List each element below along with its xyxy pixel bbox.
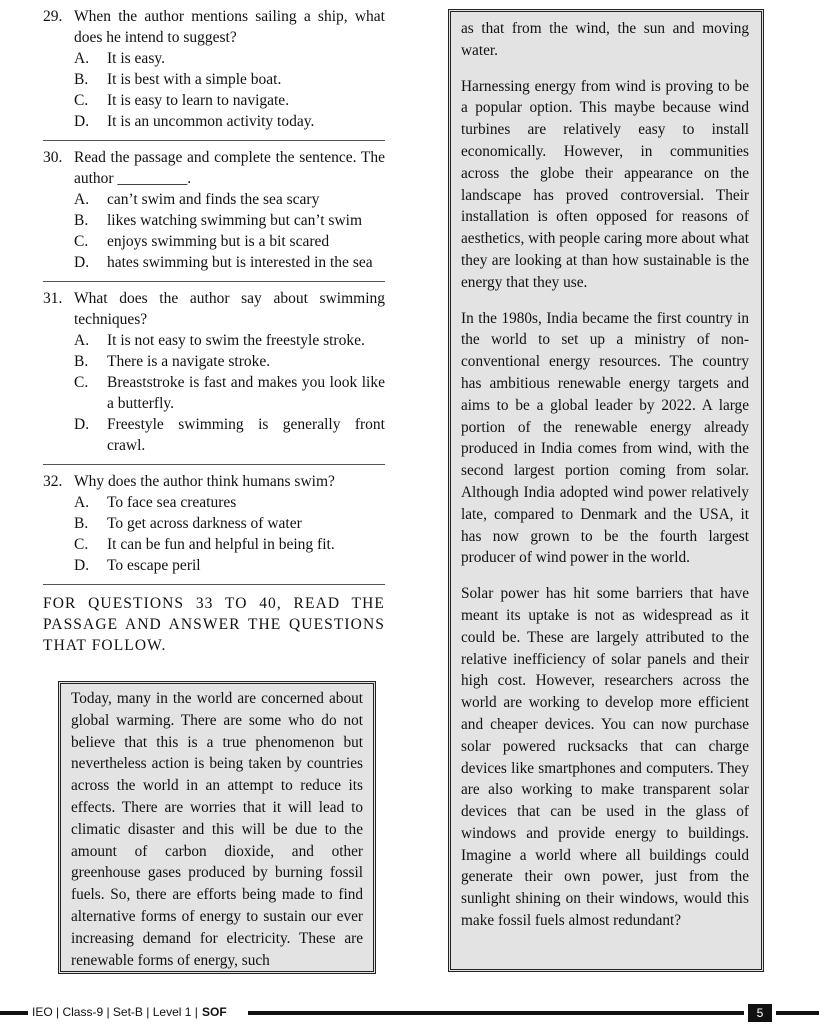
option-letter: A. xyxy=(74,191,90,208)
option-letter: B. xyxy=(74,71,89,88)
option xyxy=(43,90,385,111)
option-text: It is not easy to swim the freestyle stroke. xyxy=(107,332,365,349)
footer-rule-right xyxy=(248,1011,744,1015)
option xyxy=(43,513,385,534)
page-footer xyxy=(0,1002,819,1024)
question-number: 31. xyxy=(43,290,63,307)
option-letter: B. xyxy=(74,353,89,370)
question-30 xyxy=(43,140,385,281)
question-32 xyxy=(43,464,385,584)
question-text: Why does the author think humans swim? xyxy=(74,473,335,490)
option-letter: D. xyxy=(74,254,90,271)
passage-paragraph: In the 1980s, India became the first country in the world to set up a ministry of non-conventional energy resources. The country has ambitious renewable energy targets and aims to be a global leader by 2022. A large portion of the renewable energy already produced in India comes from wind, with the second largest portion coming from solar. Although India adopted wind power relatively late, compared to Denmark and the USA, it has now grown to be the fourth largest producer of wind power in the world. xyxy=(461,309,749,567)
option-letter: A. xyxy=(74,332,90,349)
option xyxy=(43,414,385,456)
option xyxy=(43,210,385,231)
option xyxy=(43,231,385,252)
option-text: To escape peril xyxy=(107,557,201,574)
option-letter: B. xyxy=(74,212,89,229)
page-number: 5 xyxy=(748,1004,772,1022)
option-letter: D. xyxy=(74,557,90,574)
option-text: It is easy to learn to navigate. xyxy=(107,92,290,109)
option-letter: A. xyxy=(74,494,90,511)
option-text: It is easy. xyxy=(107,50,165,67)
question-number: 30. xyxy=(43,149,63,166)
option xyxy=(43,48,385,69)
option-text: It can be fun and helpful in being fit. xyxy=(107,536,335,553)
option xyxy=(43,351,385,372)
question-31 xyxy=(43,281,385,464)
sof-logo-text: SOF xyxy=(202,1005,227,1018)
passage-box-part-1 xyxy=(58,681,376,974)
option xyxy=(43,534,385,555)
option-text: Freestyle swimming is generally front crawl. xyxy=(107,416,385,454)
option-letter: C. xyxy=(74,374,89,391)
option xyxy=(43,555,385,576)
option-text: To face sea creatures xyxy=(107,494,237,511)
footer-rule-end xyxy=(776,1011,819,1015)
question-number: 32. xyxy=(43,473,63,490)
option-letter: C. xyxy=(74,233,89,250)
footer-label xyxy=(32,1004,235,1019)
passage-paragraph: Solar power has hit some barriers that have meant its uptake is not as widespread as it could be. These are largely attributed to the relative inefficiency of solar panels and their high cost. However, researchers across the world are working to develop more efficient and cheaper devices. You can now purchase solar powered rucksacks that can charge devices like smartphones and computers. They are also working to make transparent solar devices that can be used in the glass of windows and provide energy to buildings. Imagine a world where all buildings could generate their own power, just from the sunlight shining on their windows, would this make fossil fuels almost redundant? xyxy=(461,585,749,930)
option xyxy=(43,492,385,513)
option-text: Breaststroke is fast and makes you look like a butterfly. xyxy=(107,374,385,412)
passage-instruction: FOR QUESTIONS 33 TO 40, READ THE PASSAGE AND ANSWER THE QUESTIONS THAT FOLLOW. xyxy=(43,584,385,656)
option-text: can’t swim and finds the sea scary xyxy=(107,191,320,208)
option xyxy=(43,69,385,90)
option xyxy=(43,252,385,273)
option-text: likes watching swimming but can’t swim xyxy=(107,212,363,229)
option-text: It is best with a simple boat. xyxy=(107,71,282,88)
option xyxy=(43,189,385,210)
option xyxy=(43,111,385,132)
footer-rule-left xyxy=(0,1011,28,1015)
questions-column xyxy=(43,6,385,656)
option-letter: C. xyxy=(74,536,89,553)
option-text: To get across darkness of water xyxy=(107,515,302,532)
option-text: It is an uncommon activity today. xyxy=(107,113,315,130)
option-letter: C. xyxy=(74,92,89,109)
option-letter: B. xyxy=(74,515,89,532)
option xyxy=(43,330,385,351)
footer-exam-info: IEO | Class-9 | Set-B | Level 1 | xyxy=(32,1005,198,1019)
option-letter: D. xyxy=(74,113,90,130)
passage-paragraph: Today, many in the world are concerned about global warming. There are some who do not believe that this is a true phenomenon but nevertheless action is being taken by countries across the world in an attempt to reduce its effects. There are worries that it will lead to climatic disaster and this will be due to the amount of carbon dioxide, and other greenhouse gases produced by burning fossil fuels. So, there are efforts being made to find alternative forms of energy to sustain our ever increasing demand for electricity. These are renewable forms of energy, such xyxy=(71,690,363,969)
question-29 xyxy=(43,6,385,140)
option-text: hates swimming but is interested in the sea xyxy=(107,254,373,271)
option-text: enjoys swimming but is a bit scared xyxy=(107,233,330,250)
passage-box-part-2 xyxy=(448,9,764,972)
option-letter: A. xyxy=(74,50,90,67)
question-text: When the author mentions sailing a ship, what does he intend to suggest? xyxy=(74,8,385,46)
option-text: There is a navigate stroke. xyxy=(107,353,271,370)
option xyxy=(43,372,385,414)
sof-logo xyxy=(201,1004,235,1018)
question-number: 29. xyxy=(43,8,63,25)
passage-paragraph: as that from the wind, the sun and moving water. xyxy=(461,20,749,59)
question-text: What does the author say about swimming techniques? xyxy=(74,290,385,328)
option-letter: D. xyxy=(74,416,90,433)
passage-paragraph: Harnessing energy from wind is proving to be a popular option. This maybe because wind turbines are relatively easy to install economically. However, in communities across the globe their appearance on the landscape has proved controversial. Their installation is often opposed for reasons of aesthetics, with people caring more about what they are looking at than how sustainable is the energy that they use. xyxy=(461,77,749,291)
question-text: Read the passage and complete the sentence. The author _________. xyxy=(74,149,385,187)
